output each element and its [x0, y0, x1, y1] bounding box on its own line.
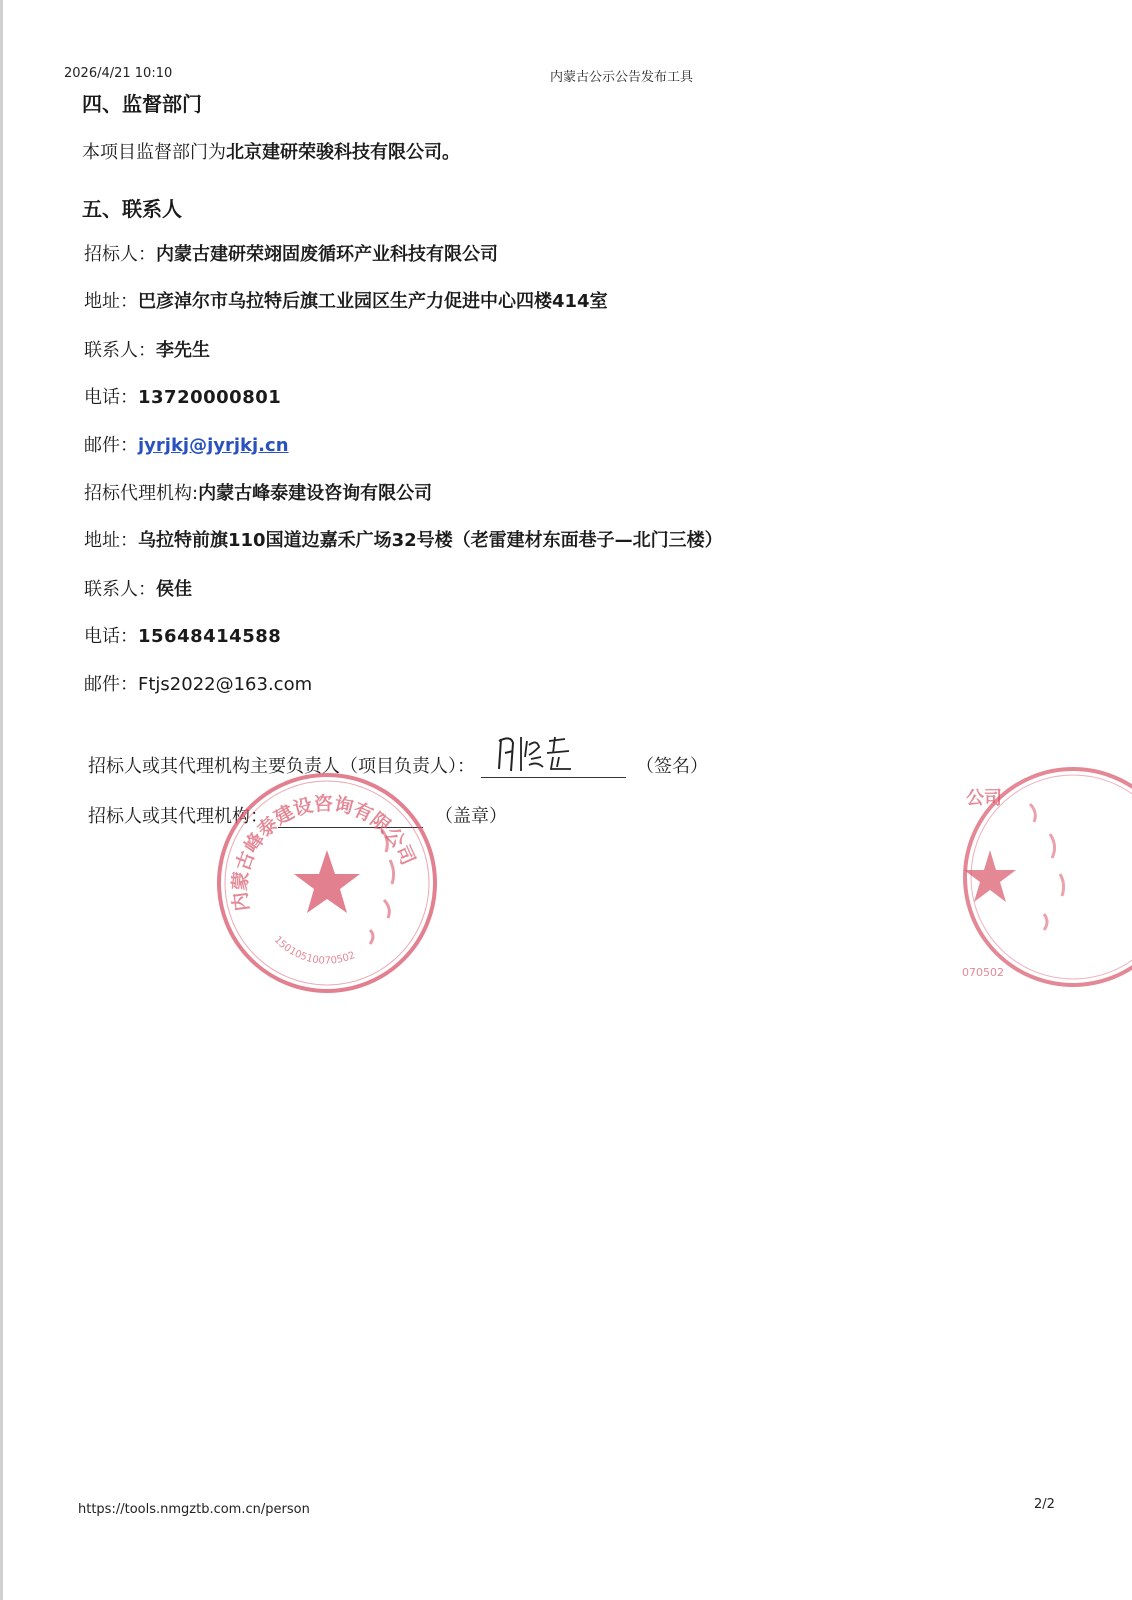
agency-name: 内蒙古峰泰建设咨询有限公司	[198, 483, 433, 504]
supervision-text	[82, 138, 460, 164]
agency-phone-label: 电话：	[84, 626, 138, 647]
tenderer-address-line	[84, 287, 608, 313]
agency-phone-line	[84, 622, 281, 648]
tenderer-email-link[interactable]: jyrjkj@jyrjkj.cn	[138, 435, 289, 456]
agency-line	[84, 479, 432, 505]
agency-email-label: 邮件：	[84, 674, 138, 695]
tenderer-label: 招标人：	[84, 244, 156, 265]
tenderer-email-line	[84, 431, 289, 457]
tenderer-contact: 李先生	[156, 340, 210, 361]
seal-label: 招标人或其代理机构：	[88, 806, 268, 827]
supervision-prefix: 本项目监督部门为	[82, 142, 226, 163]
footer-url: https://tools.nmgztb.com.cn/person	[78, 1502, 310, 1517]
tenderer-phone: 13720000801	[138, 387, 282, 408]
handwritten-signature	[493, 731, 583, 775]
signature-suffix: （签名）	[636, 756, 708, 777]
supervision-org: 北京建研荣骏科技有限公司。	[226, 142, 460, 163]
signature-label: 招标人或其代理机构主要负责人（项目负责人）：	[88, 756, 475, 777]
agency-contact-line	[84, 575, 192, 601]
tenderer-address: 巴彦淖尔市乌拉特后旗工业园区生产力促进中心四楼414室	[138, 291, 608, 312]
partial-seal-number: 070502	[962, 966, 1004, 979]
svg-text:1501051007050​2	[272, 934, 357, 966]
partial-seal	[960, 764, 1132, 990]
section-heading-contacts: 五、联系人	[82, 197, 182, 221]
tenderer-phone-line	[84, 383, 281, 409]
agency-address: 乌拉特前旗110国道边嘉禾广场32号楼（老雷建材东面巷子—北门三楼）	[138, 530, 723, 551]
tenderer-line	[84, 240, 498, 266]
print-datetime: 2026/4/21 10:10	[64, 66, 173, 81]
agency-address-line	[84, 526, 723, 552]
section-heading-supervision: 四、监督部门	[82, 92, 202, 116]
signature-blank	[481, 755, 626, 778]
seal-suffix: （盖章）	[435, 806, 507, 827]
seal-number-text: 1501051007050​2	[271, 934, 357, 967]
seal-company-text: 内蒙古峰泰建设咨询有限公司	[229, 792, 420, 913]
agency-contact-label: 联系人：	[84, 579, 156, 600]
page-edge	[0, 0, 3, 1600]
tenderer-email-label: 邮件：	[84, 435, 138, 456]
agency-label: 招标代理机构:	[84, 483, 199, 504]
tenderer-address-label: 地址：	[84, 291, 138, 312]
tenderer-contact-line	[84, 336, 210, 362]
agency-email-line	[84, 670, 312, 696]
agency-email: Ftjs2022@163.com	[138, 674, 313, 695]
tenderer-phone-label: 电话：	[84, 387, 138, 408]
company-seal	[214, 770, 440, 996]
partial-seal-text: 公司	[966, 788, 1002, 809]
agency-contact: 侯佳	[156, 579, 192, 600]
agency-phone: 15648414588	[138, 626, 282, 647]
tenderer-contact-label: 联系人：	[84, 340, 156, 361]
tenderer-name: 内蒙古建研荣翊固废循环产业科技有限公司	[156, 244, 498, 265]
page-number: 2/2	[1034, 1497, 1055, 1512]
agency-address-label: 地址：	[84, 530, 138, 551]
print-title: 内蒙古公示公告发布工具	[550, 70, 694, 85]
